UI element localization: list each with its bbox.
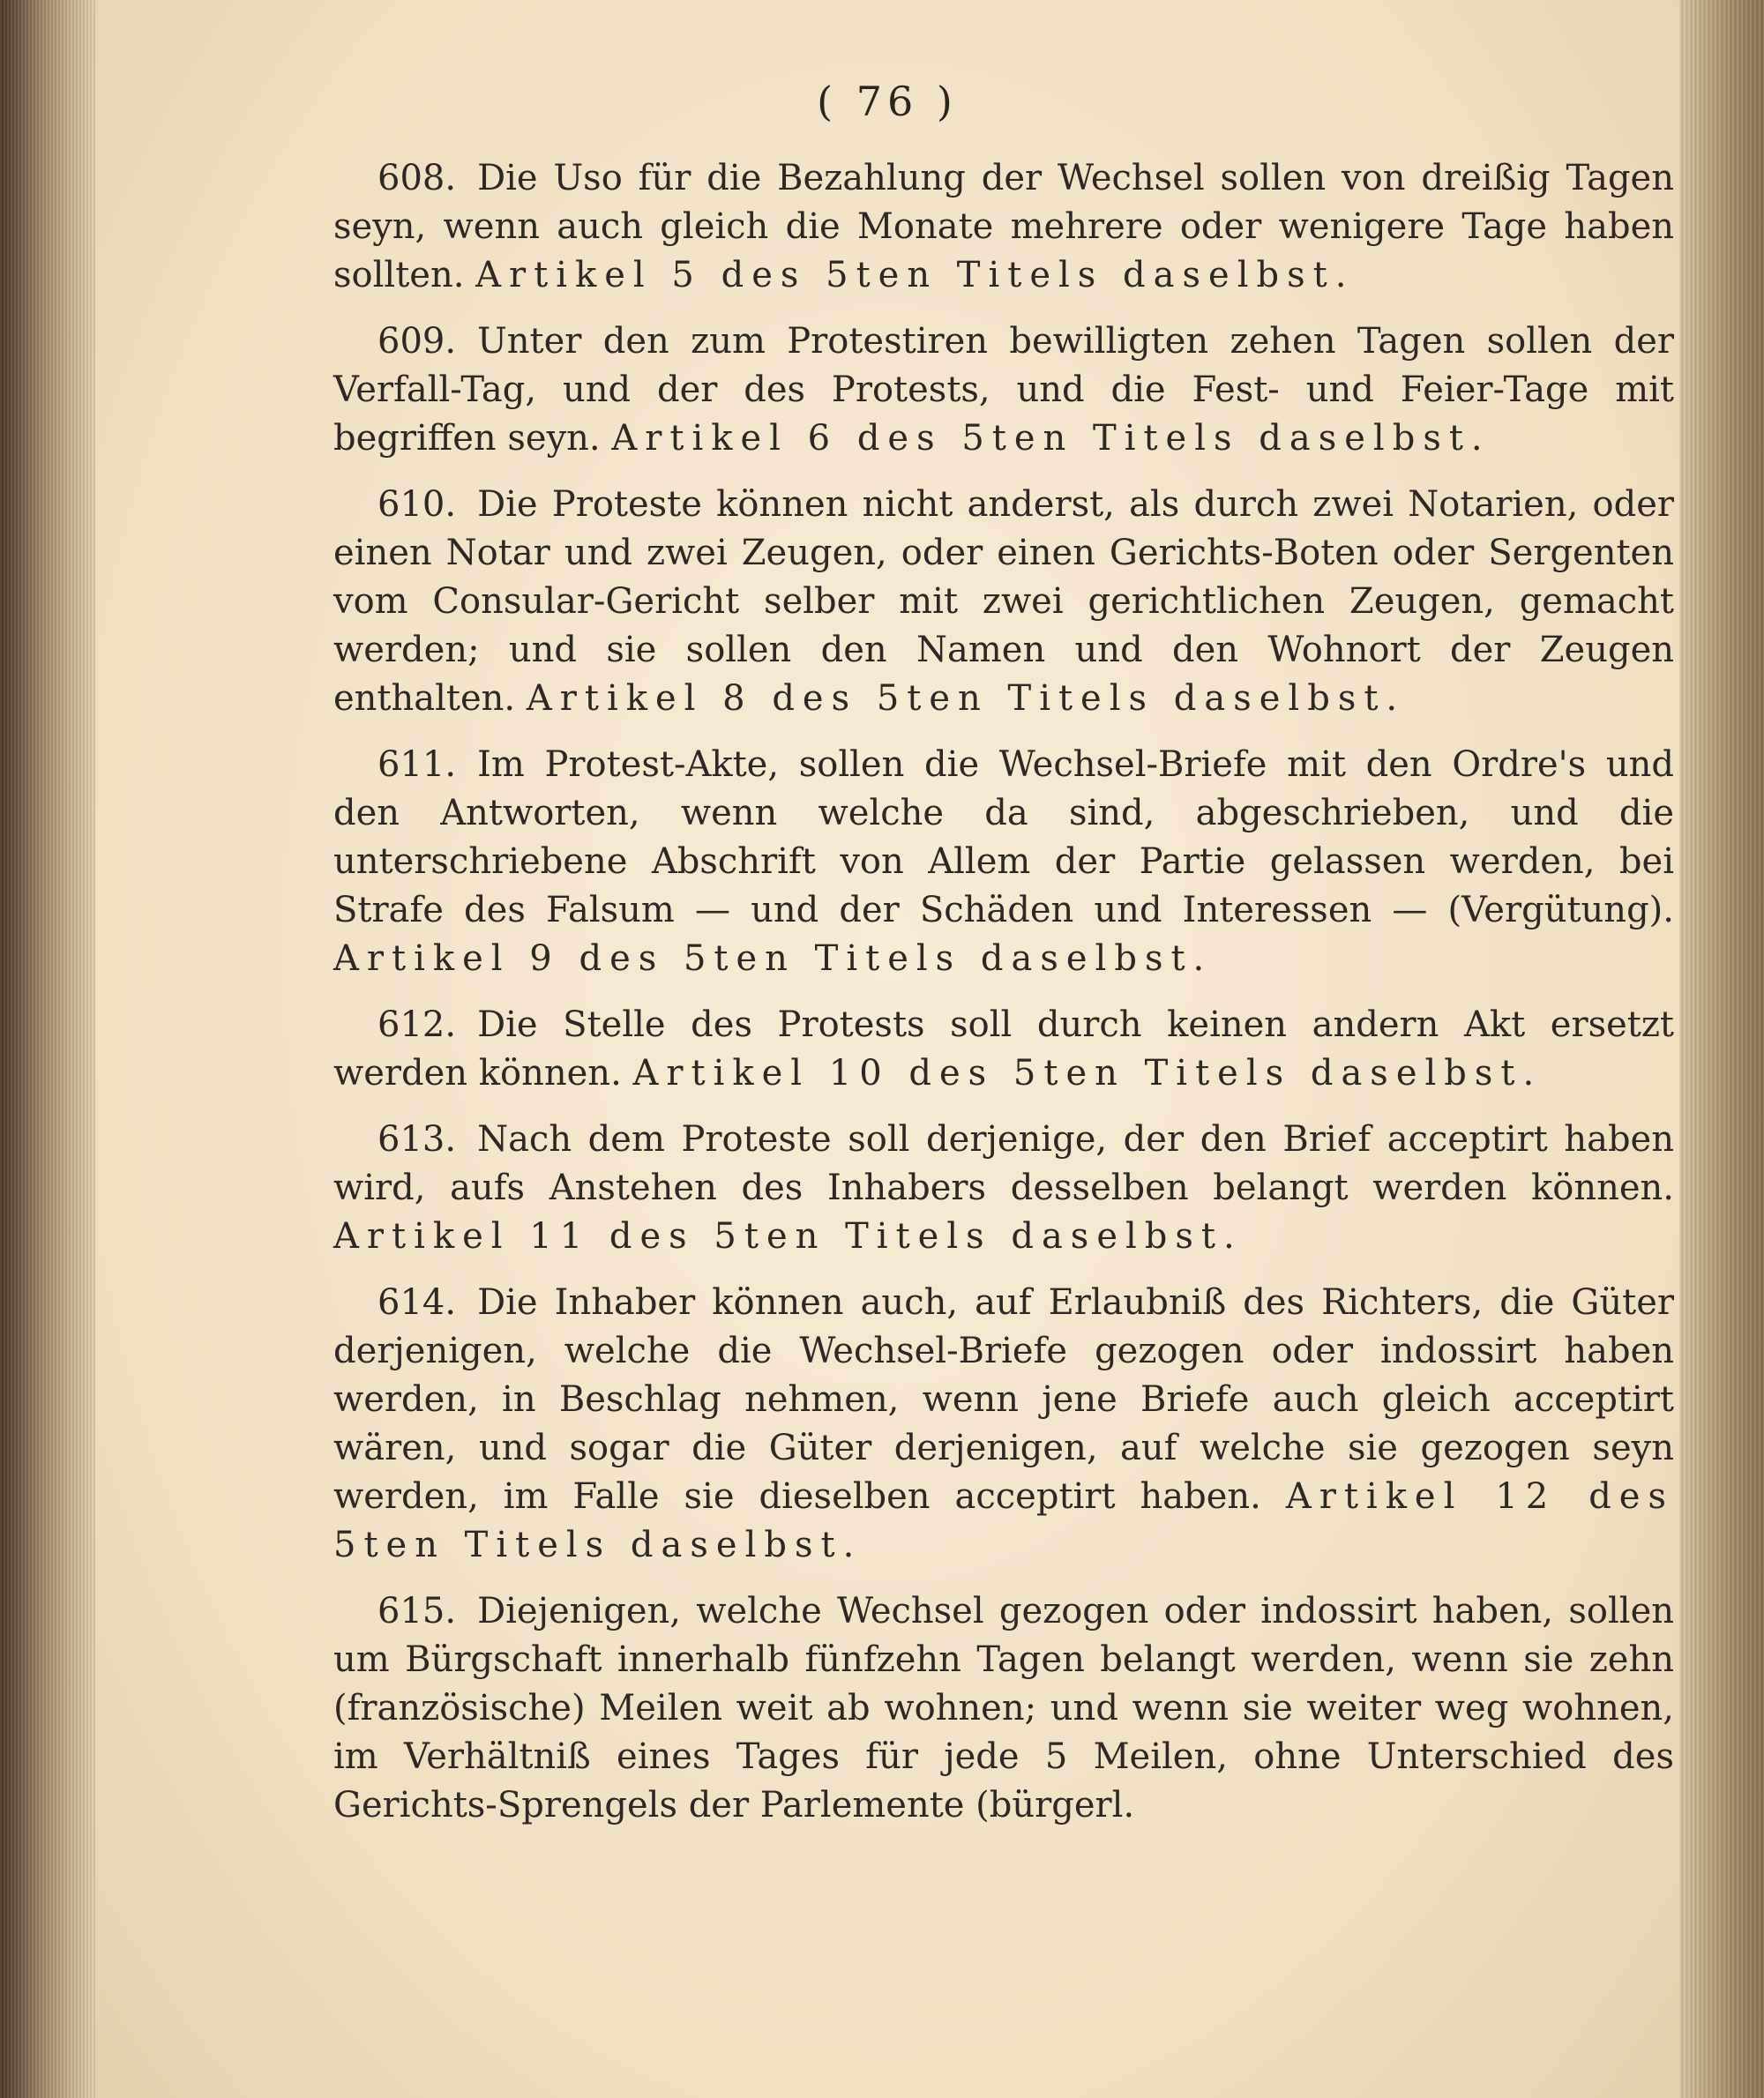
paragraph-text: Die Uso für die Bezahlung der Wechsel sollen von dreißig Tagen seyn, wenn auch gleich die Monate mehrere oder wenigere Tage haben sollten. (333, 158, 1674, 295)
page-number: ( 76 ) (817, 78, 958, 125)
paragraph-number: 614. (377, 1282, 457, 1323)
book-edge-left (0, 0, 95, 2098)
article-reference: Artikel 8 des 5ten Titels daselbst. (526, 678, 1406, 719)
paragraph-text: Diejenigen, welche Wechsel gezogen oder indossirt haben, sollen um Bürgschaft innerhalb fünfzehn Tagen belangt werden, wenn sie zehn (französische) Meilen weit ab wohnen; und wenn sie weiter weg wohnen, im Verhältniß eines Tages für jede 5 Meilen, ohne Unterschied des Gerichts-Sprengels der Parlemente (bürgerl. (333, 1591, 1674, 1825)
paragraph-text: Im Protest-Akte, sollen die Wechsel-Briefe mit den Ordre's und den Antworten, wenn welche da sind, abgeschrieben, und die unterschriebene Abschrift von Allem der Partie gelassen werden, bei Strafe des Falsum — und der Schäden und Interessen — (Vergütung). (333, 744, 1674, 930)
paragraph-608 (333, 154, 1674, 300)
text-block (333, 154, 1674, 1848)
article-reference: Artikel 12 des 5ten Titels daselbst. (333, 1476, 1675, 1565)
paragraph-610 (333, 481, 1674, 723)
paragraph-number: 610. (377, 484, 457, 525)
paragraph-611 (333, 741, 1674, 983)
article-reference: Artikel 5 des 5ten Titels daselbst. (475, 255, 1355, 295)
paragraph-text: Die Inhaber können auch, auf Erlaubniß des Richters, die Güter derjenigen, welche die Wechsel-Briefe gezogen oder indossirt haben werden, in Beschlag nehmen, wenn jene Briefe auch gleich acceptirt wären, und sogar die Güter derjenigen, auf welche sie gezogen seyn werden, im Falle sie dieselben acceptirt haben. (333, 1282, 1674, 1517)
paragraph-609 (333, 317, 1674, 463)
paragraph-text: Die Stelle des Protests soll durch keinen andern Akt ersetzt werden können. (333, 1004, 1674, 1094)
paragraph-613 (333, 1116, 1674, 1261)
article-reference: Artikel 10 des 5ten Titels daselbst. (632, 1053, 1543, 1094)
paragraph-text: Nach dem Proteste soll derjenige, der den Brief acceptirt haben wird, aufs Anstehen des Inhabers desselben belangt werden können. (333, 1119, 1674, 1208)
paragraph-text: Unter den zum Protestiren bewilligten zehen Tagen sollen der Verfall-Tag, und der des Protests, und die Fest- und Feier-Tage mit begriffen seyn. (333, 321, 1674, 459)
paragraph-text: Die Proteste können nicht anderst, als durch zwei Notarien, oder einen Notar und zwei Zeugen, oder einen Gerichts-Boten oder Sergenten vom Consular-Gericht selber mit zwei gerichtlichen Zeugen, gemacht werden; und sie sollen den Namen und den Wohnort der Zeugen enthalten. (333, 484, 1674, 719)
article-reference: Artikel 6 des 5ten Titels daselbst. (611, 418, 1491, 459)
paragraph-number: 611. (377, 744, 457, 785)
paragraph-number: 615. (377, 1591, 457, 1631)
paragraph-number: 609. (377, 321, 457, 362)
paragraph-number: 608. (377, 158, 457, 198)
paragraph-number: 612. (377, 1004, 457, 1045)
book-page (95, 0, 1679, 2098)
paragraph-614 (333, 1279, 1674, 1570)
paragraph-615 (333, 1587, 1674, 1830)
paragraph-number: 613. (377, 1119, 457, 1160)
paragraph-612 (333, 1001, 1674, 1098)
article-reference: Artikel 9 des 5ten Titels daselbst. (333, 938, 1213, 979)
article-reference: Artikel 11 des 5ten Titels daselbst. (333, 1216, 1243, 1257)
book-edge-right (1679, 0, 1764, 2098)
